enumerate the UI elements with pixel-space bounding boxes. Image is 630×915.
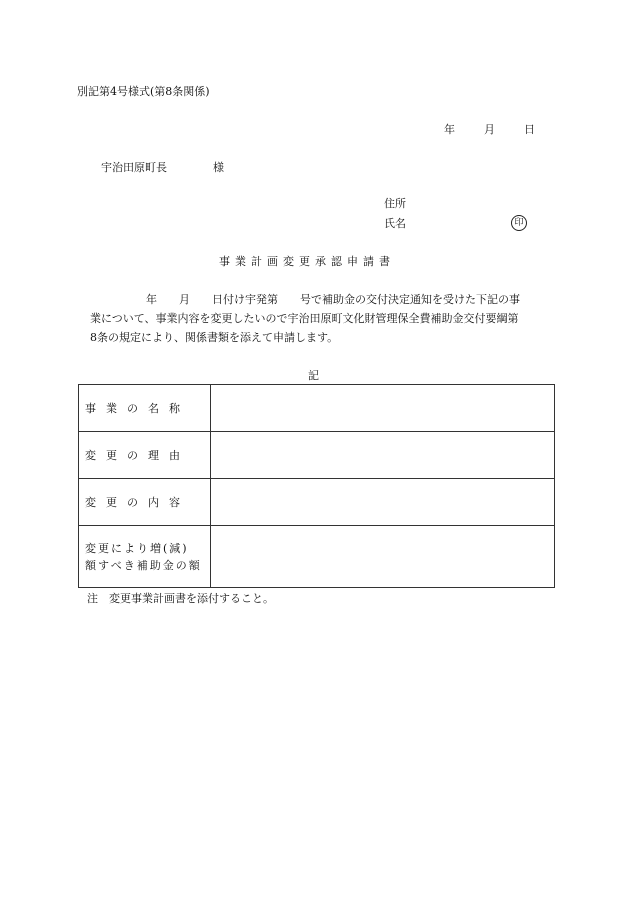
project-name-field[interactable] [211, 385, 555, 432]
seal-mark: 印 [511, 215, 527, 231]
ki-heading: 記 [308, 369, 319, 382]
addressee-name: 宇治田原町長 [101, 161, 167, 174]
form-number-label: 別記第4号様式(第8条関係) [77, 85, 210, 98]
attachment-note: 注 変更事業計画書を添付すること。 [87, 592, 274, 605]
table-row [79, 479, 555, 526]
body-line-1: 年 月 日付け宇発第 号で補助金の交付決定通知を受けた下記の事 [146, 293, 520, 306]
name-label: 氏名 [384, 217, 406, 230]
addressee-honorific: 様 [213, 161, 224, 174]
body-line-2: 業について、事業内容を変更したいので宇治田原町文化財管理保全費補助金交付要綱第 [90, 312, 519, 325]
date-line [444, 124, 535, 135]
table-row [79, 526, 555, 588]
change-content-field[interactable] [211, 479, 555, 526]
date-day: 日 [524, 123, 535, 136]
row-label-subsidy-amount [79, 526, 211, 588]
row-label-change-content: 変更の内容 [79, 479, 211, 526]
address-label: 住所 [384, 197, 406, 210]
date-month: 月 [484, 123, 495, 136]
addressee [101, 162, 224, 173]
details-table [78, 384, 555, 588]
change-reason-field[interactable] [211, 432, 555, 479]
subsidy-label-line-2: 額すべき補助金の額 [85, 558, 202, 572]
table-row [79, 385, 555, 432]
table-row [79, 432, 555, 479]
body-line-3: 8条の規定により、関係書類を添えて申請します。 [90, 331, 339, 344]
subsidy-amount-field[interactable] [211, 526, 555, 588]
row-label-change-reason: 変更の理由 [79, 432, 211, 479]
subsidy-label-line-1: 変更により増(減) [85, 541, 189, 555]
date-year: 年 [444, 123, 455, 136]
row-label-project-name: 事業の名称 [79, 385, 211, 432]
document-title: 事業計画変更承認申請書 [219, 255, 395, 268]
